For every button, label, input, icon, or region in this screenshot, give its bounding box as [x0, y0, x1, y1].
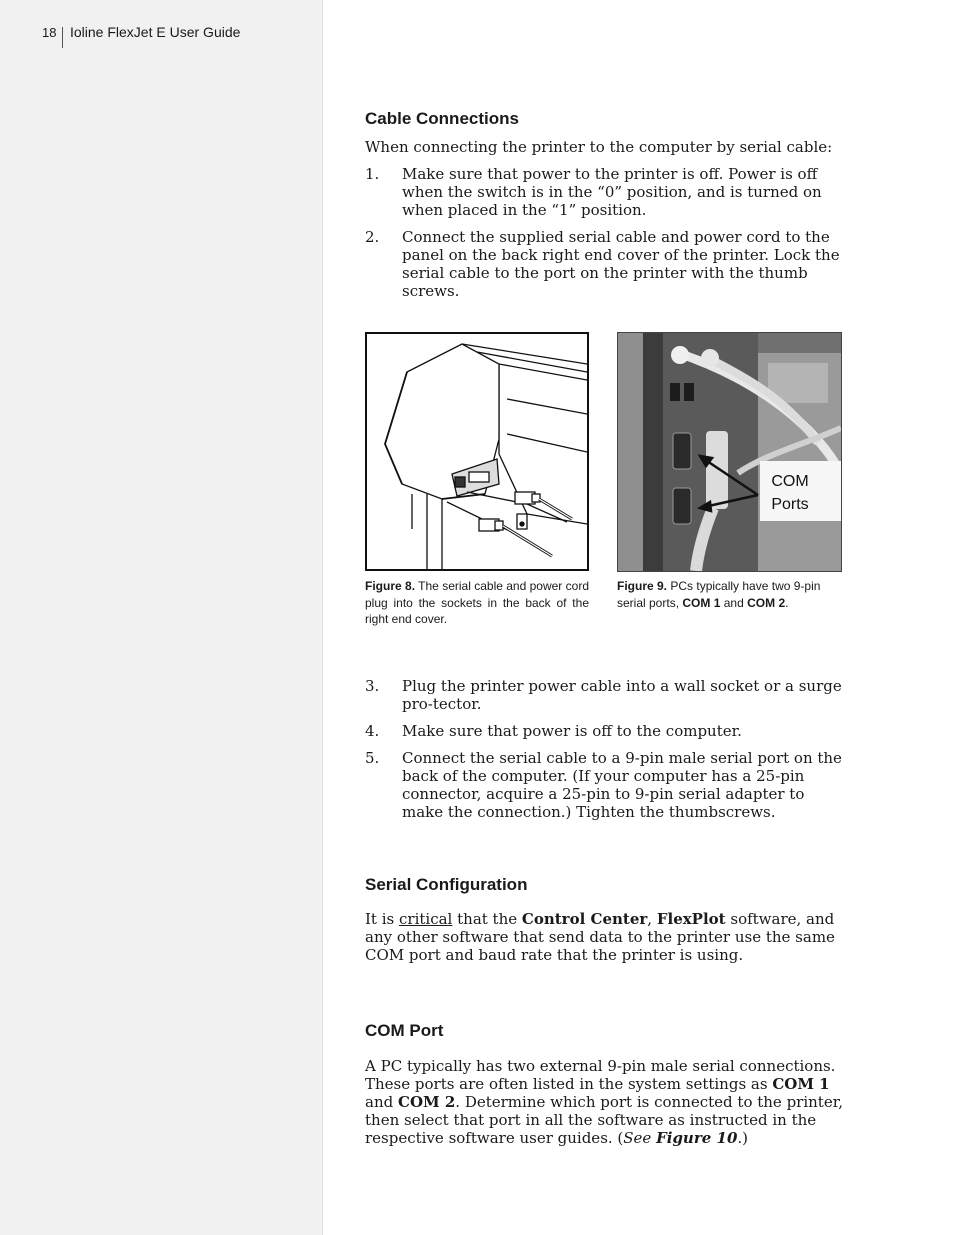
figure-label: Figure 9. [617, 579, 668, 593]
figure-9-pc-com-ports [617, 332, 842, 572]
step-text: Connect the serial cable to a 9-pin male serial port on the back of the computer. (If your computer has a 25-pin connector, acquire a 25-pin to 9-pin serial adapter to make the connection.) Tighten the thumbscrews. [402, 749, 842, 821]
cable-connections-heading: Cable Connections [365, 109, 519, 128]
step-1 [365, 165, 843, 221]
com2-term: COM 2 [398, 1093, 456, 1111]
figure-9-caption [617, 578, 845, 611]
com-ports-callout [760, 470, 820, 516]
step-5 [365, 749, 843, 823]
step-number: 3. [365, 677, 380, 695]
step-number: 1. [365, 165, 380, 183]
step-text: Make sure that power is off to the computer. [402, 722, 742, 740]
callout-line-1: COM [771, 473, 809, 490]
step-number: 4. [365, 722, 380, 740]
cable-intro: When connecting the printer to the computer by serial cable: [365, 138, 833, 156]
caption-text: The serial cable and power cord plug into the sockets in the back of the right end cover. [365, 579, 589, 626]
com2-label: COM 2 [747, 595, 786, 610]
figure-8-printer-end-cover [365, 332, 589, 571]
step-text: Plug the printer power cable into a wall socket or a surge pro-tector. [402, 677, 842, 713]
caption-text: PCs typically have two 9-pin serial ports, [617, 579, 821, 610]
figure-8-caption [365, 578, 589, 628]
step-3 [365, 677, 843, 713]
step-2 [365, 228, 843, 300]
pc-back-panel-photo [618, 333, 841, 571]
flexplot-term: FlexPlot [656, 910, 726, 928]
running-header-title: Ioline FlexJet E User Guide [70, 24, 241, 40]
figure-label: Figure 8. [365, 579, 416, 593]
serial-configuration-heading: Serial Configuration [365, 875, 528, 894]
step-number: 5. [365, 749, 380, 767]
step-number: 2. [365, 228, 380, 246]
left-margin-band [0, 0, 323, 1235]
see-text: See [623, 1129, 652, 1147]
serial-configuration-paragraph: It is critical that the Control Center, FlexPlot software, and any other software that send data to the printer use the same COM port and baud rate that the printer is using. [365, 910, 835, 964]
step-text: Connect the supplied serial cable and power cord to the panel on the back right end cover of the printer. Lock the serial cable to the port on the printer with the thumb screws. [402, 228, 840, 300]
step-4 [365, 722, 843, 740]
step-text: Make sure that power to the printer is off. Power is off when the switch is in the “0” position, and is turned on when placed in the “1” position. [402, 165, 822, 219]
com1-label: COM 1 [682, 595, 721, 610]
printer-end-cover-drawing [367, 334, 587, 569]
figure-10-reference: Figure 10 [656, 1129, 738, 1147]
page-number: 18 [42, 25, 57, 40]
com1-term: COM 1 [772, 1075, 830, 1093]
com-port-heading: COM Port [365, 1021, 444, 1040]
com-port-paragraph: A PC typically has two external 9-pin male serial connections. These ports are often listed in the system settings as COM 1 and COM 2. Determine which port is connected to the printer, then select that port in all the software as instructed in the respective software user guides. (See Figure 10.) [365, 1057, 844, 1147]
critical-emphasis: critical [399, 910, 453, 928]
callout-line-2: Ports [771, 496, 809, 513]
header-divider [62, 27, 63, 48]
control-center-term: Control Center [521, 910, 648, 928]
and-text: and [723, 595, 744, 610]
period: . [785, 595, 789, 610]
